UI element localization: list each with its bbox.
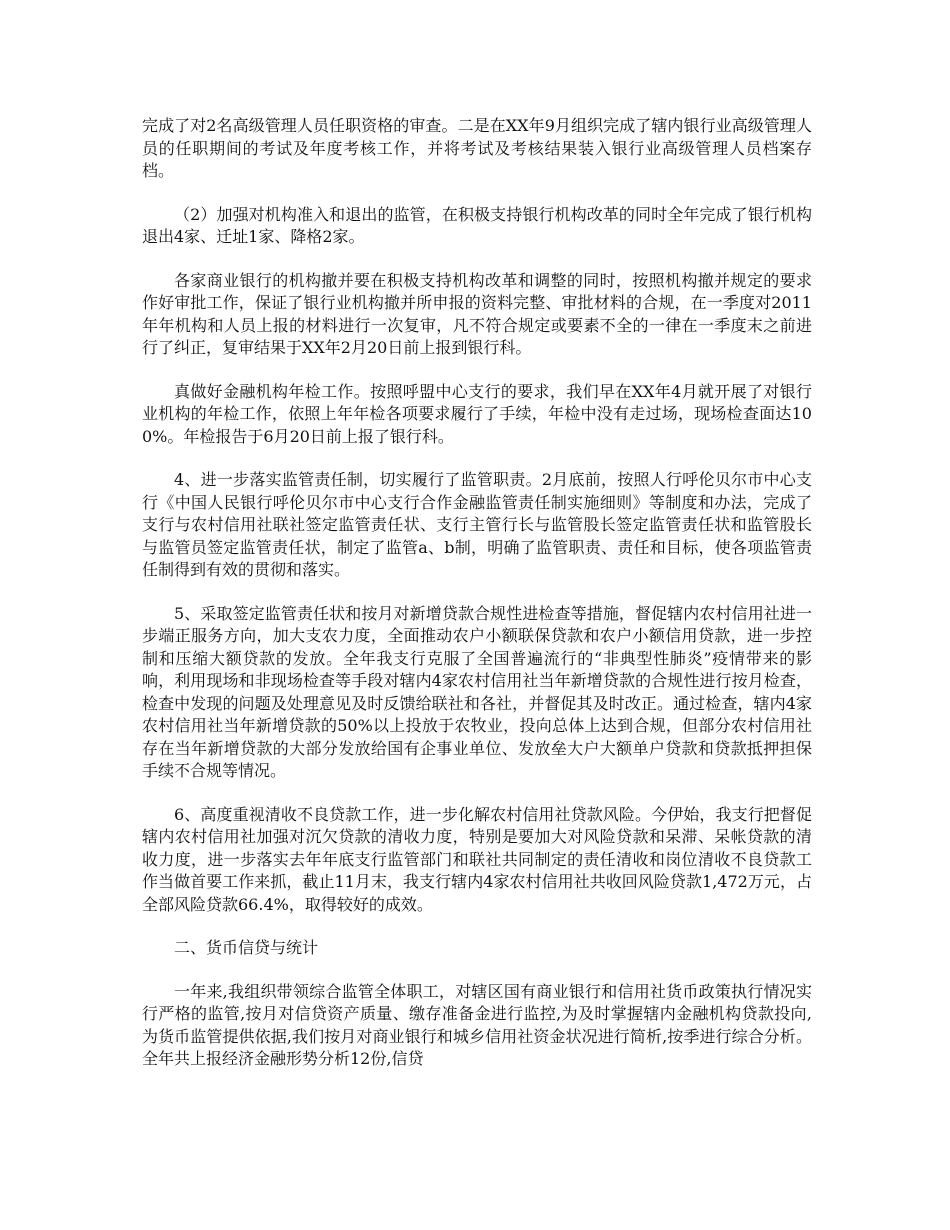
paragraph-5: 4、进一步落实监管责任制，切实履行了监管职责。2月底前，按照人行呼伦贝尔市中心支行《中国人民银行呼伦贝尔市中心支行合作金融监管责任制实施细则》等制度和办法，完成了支行与农村信用社联社签定监管责任状、支行主管行长与监管股长签定监管责任状和监管股长与监管员签定监管责任状，制定了监管a、b制，明确了监管职责、责任和目标，使各项监管责任制得到有效的贯彻和落实。 [142, 470, 812, 579]
section-heading: 二、货币信贷与统计 [174, 938, 319, 957]
paragraph-8: 一年来,我组织带领综合监管全体职工，对辖区国有商业银行和信用社货币政策执行情况实行严格的监管,按月对信贷资产质量、缴存准备金进行监控,为及时掌握辖内金融机构贷款投向,为货币监管提供依据,我们按月对商业银行和城乡信用社资金状况进行简析,按季进行综合分析。全年共上报经济金融形势分析12份,信贷 [142, 981, 812, 1068]
paragraph-3: 各家商业银行的机构撤并要在积极支持机构改革和调整的同时，按照机构撤并规定的要求作好审批工作，保证了银行业机构撤并所申报的资料完整、审批材料的合规，在一季度对2011年年机构和人员上报的材料进行一次复审，凡不符合规定或要素不全的一律在一季度末之前进行了纠正，复审结果于XX年2月20日前上报到银行科。 [142, 270, 812, 357]
paragraph-6: 5、采取签定监管责任状和按月对新增贷款合规性进检查等措施，督促辖内农村信用社进一步端正服务方向，加大支农力度，全面推动农户小额联保贷款和农户小额信用贷款，进一步控制和压缩大额贷款的发放。全年我支行克服了全国普遍流行的“非典型性肺炎”疫情带来的影响，利用现场和非现场检查等手段对辖内4家农村信用社当年新增贷款的合规性进行按月检查，检查中发现的问题及处理意见及时反馈给联社和各社，并督促其及时改正。通过检查，辖内4家农村信用社当年新增贷款的50%以上投放于农牧业，投向总体上达到合规，但部分农村信用社存在当年新增贷款的大部分发放给国有企事业单位、发放垒大户大额单户贷款和贷款抵押担保手续不合规等情况。 [142, 603, 812, 780]
paragraph-1: 完成了对2名高级管理人员任职资格的审查。二是在XX年9月组织完成了辖内银行业高级管理人员的任职期间的考试及年度考核工作，并将考试及考核结果装入银行业高级管理人员档案存档。 [142, 116, 812, 180]
document-body [142, 115, 812, 1092]
paragraph-7: 6、高度重视清收不良贷款工作，进一步化解农村信用社贷款风险。今伊始，我支行把督促辖内农村信用社加强对沉欠贷款的清收力度，特别是要加大对风险贷款和呆滞、呆帐贷款的清收力度，进一步落实去年年底支行监管部门和联社共同制定的责任清收和岗位清收不良贷款工作当做首要工作来抓，截止11月末，我支行辖内4家农村信用社共收回风险贷款1,472万元，占全部风险贷款66.4%，取得较好的成效。 [142, 804, 812, 914]
paragraph-4: 真做好金融机构年检工作。按照呼盟中心支行的要求，我们早在XX年4月就开展了对银行业机构的年检工作，依照上年年检各项要求履行了手续，年检中没有走过场，现场检查面达100%。年检报告于6月20日前上报了银行科。 [142, 381, 812, 446]
paragraph-2: （2）加强对机构准入和退出的监管，在积极支持银行机构改革的同时全年完成了银行机构退出4家、迁址1家、降格2家。 [142, 204, 812, 246]
